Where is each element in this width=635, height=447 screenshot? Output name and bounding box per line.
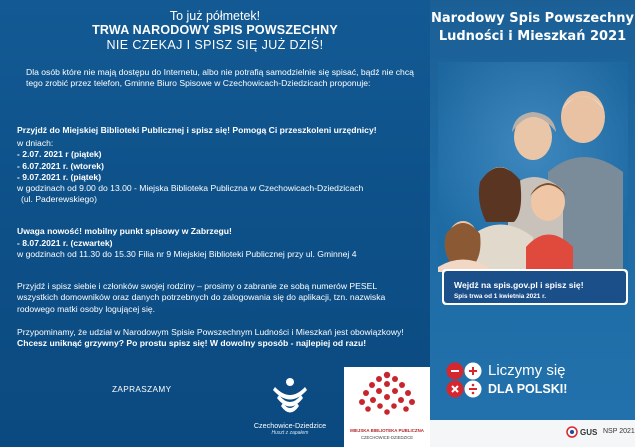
slogan-line-2: DLA POLSKI! [488, 382, 568, 396]
reminder-bold: Chcesz uniknąć grzywny? Po prostu spisz się! W dowolny sposób - najlepiej od razu! [17, 338, 367, 349]
intro-text: Dla osób które nie mają dostępu do Internetu, albo nie potrafią samodzielnie się spisać, bądź nie chcą tego zrobić przez telefon, Gminne Biuro Spisowe w Czechowicach-Dziedzicach proponuje: [26, 67, 414, 89]
date-item: - 9.07.2021 r. (piątek) [17, 171, 102, 182]
mobile-details [17, 238, 427, 261]
banner-sub-text: Spis trwa od 1 kwietnia 2021 r. [454, 293, 546, 300]
library-logo-icon [344, 367, 430, 427]
mobile-date: - 8.07.2021 r. (czwartek) [17, 238, 113, 248]
city-logo [245, 373, 335, 443]
library-logo-line-1: MIEJSKA BIBLIOTEKA PUBLICZNA [350, 428, 424, 433]
nsp-label: NSP 2021 [603, 428, 635, 435]
days-label: w dniach: [17, 138, 54, 148]
city-logo-tagline: Huszt z zapałem [271, 430, 309, 436]
math-symbols-icon [446, 362, 482, 398]
library-hours: w godzinach od 9.00 do 13.00 - Miejska Biblioteka Publiczna w Czechowicach-Dziedzicach [17, 183, 364, 194]
poster-title-1: Narodowy Spis Powszechny [431, 11, 634, 26]
header-line-1: To już półmetek! [169, 9, 261, 23]
invite-text: ZAPRASZAMY [112, 385, 172, 394]
family-photo [438, 62, 628, 272]
library-details [17, 138, 427, 206]
header-line-3: NIE CZEKAJ I SPISZ SIĘ JUŻ DZIŚ! [106, 38, 324, 52]
header-line-2: TRWA NARODOWY SPIS POWSZECHNY [92, 23, 338, 37]
spis-banner[interactable] [442, 269, 628, 305]
library-heading: Przyjdź do Miejskiej Biblioteki Publicznej i spisz się! Pomogą Ci przeszkoleni urzędnicy! [17, 125, 377, 135]
library-logo-line-2: CZECHOWICE-DZIEDZICE [360, 435, 414, 440]
date-item: - 6.07.2021 r. (wtorek) [17, 160, 104, 171]
slogan-line-1: Liczymy się [488, 362, 566, 379]
city-logo-label: Czechowice-Dziedzice [253, 421, 327, 430]
gus-label: GUS [580, 428, 598, 437]
library-street: (ul. Paderewskiego) [21, 194, 97, 205]
gus-logo-icon [566, 426, 578, 438]
instructions-text: Przyjdź i spisz siebie i członków swojej rodziny – prosimy o zabranie ze sobą numerów PESEL wszystkich domowników oraz danych potrzebnych do zalogowania się do aplikacji, tzn. nazwiska rodowego matki osoby logującej się. [17, 281, 386, 314]
date-item: - 2.07. 2021 r (piątek) [17, 149, 102, 160]
reminder-normal: Przypominamy, że udział w Narodowym Spisie Powszechnym Ludności i Mieszkań jest obowiązkowy! [17, 327, 404, 337]
library-logo [344, 367, 430, 447]
poster-title-2: Ludności i Mieszkań 2021 [438, 29, 627, 44]
reminder-text [17, 327, 417, 350]
mobile-hours: w godzinach od 11.30 do 15.30 Filia nr 9 Miejskiej Biblioteki Publicznej przy ul. Gminnej 4 [17, 249, 357, 260]
mobile-heading: Uwaga nowość! mobilny punkt spisowy w Zabrzegu! [17, 226, 232, 236]
city-logo-icon [245, 373, 335, 421]
banner-main-text: Wejdź na spis.gov.pl i spisz się! [454, 280, 584, 290]
